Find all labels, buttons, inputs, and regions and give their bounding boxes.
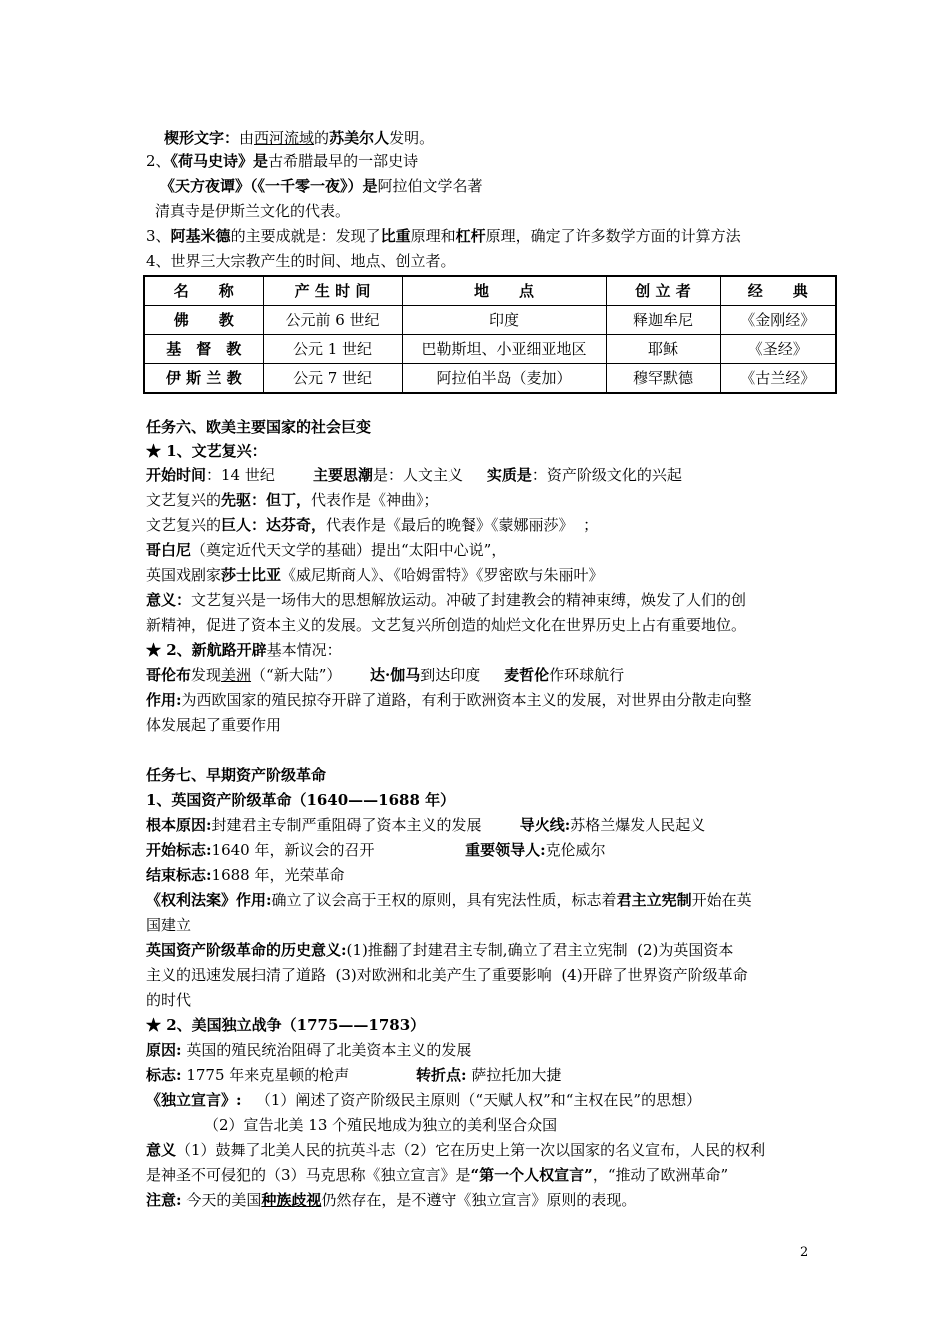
- text-segment: 比重: [380, 227, 411, 245]
- table-cell: 印度: [402, 306, 606, 335]
- table-cell: 《古兰经》: [720, 364, 836, 394]
- text-segment: 标志:: [146, 1066, 182, 1084]
- text-segment: 仍然存在，是不遵守《独立宣言》原则的表现。: [321, 1191, 637, 1209]
- table-cell: 公元前 6 世纪: [263, 306, 402, 335]
- table-cell: 巴勒斯坦、小亚细亚地区: [402, 335, 606, 364]
- text-segment: 主义的迅速发展扫清了道路 (3)对欧洲和北美产生了重要影响 (4)开辟了世界资产阶级革命: [146, 966, 748, 984]
- text-line: [146, 539, 506, 561]
- text-line: [146, 250, 456, 272]
- text-segment: 国建立: [146, 916, 192, 934]
- text-line: [146, 1089, 701, 1111]
- text-segment: 发现: [191, 666, 222, 684]
- text-line: [146, 464, 682, 486]
- text-segment: 苏格兰爆发人民起义: [570, 816, 706, 834]
- text-segment: ：资产阶级文化的兴起: [531, 466, 682, 484]
- text-line: [146, 489, 439, 511]
- text-segment: 君主立宪制: [616, 891, 692, 909]
- text-segment: 今天的美国: [181, 1191, 262, 1209]
- text-segment: 1640 年，新议会的召开: [211, 841, 466, 859]
- text-segment: 1、英国资产阶级革命（1640——1688 年）: [146, 791, 456, 809]
- text-segment: 原理，确定了许多数学方面的计算方法: [485, 227, 741, 245]
- text-segment: 英国的殖民统治阻碍了北美资本主义的发展: [181, 1041, 472, 1059]
- text-segment: 转折点:: [416, 1066, 467, 1084]
- text-segment: （1）阐述了资产阶级民主原则（“天赋人权”和“主权在民”的思想）: [241, 1091, 702, 1109]
- text-line: [146, 639, 342, 661]
- page-number: 2: [800, 1245, 809, 1260]
- text-segment: 麦哲伦: [504, 666, 550, 684]
- text-line: [164, 127, 434, 149]
- text-segment: ，“推动了欧洲革命”: [592, 1166, 729, 1184]
- text-segment: 根本原因:: [146, 816, 212, 834]
- text-segment: 原理和: [410, 227, 456, 245]
- text-segment: 英国资产阶级革命的历史意义:: [146, 941, 347, 959]
- text-segment: 《天方夜谭》（《一千零一夜》）是: [160, 177, 378, 195]
- text-segment: 开始时间: [146, 466, 207, 484]
- text-segment: 1688 年，光荣革命: [211, 866, 345, 884]
- text-segment: ★ 2、美国独立战争（1775——1783）: [146, 1016, 426, 1034]
- text-segment: （“新大陆”）: [251, 666, 370, 684]
- text-line: [146, 989, 191, 1011]
- text-line: [160, 175, 483, 197]
- text-segment: 开始标志:: [146, 841, 212, 859]
- text-segment: 种族歧视: [261, 1191, 322, 1209]
- table-cell: 穆罕默德: [606, 364, 720, 394]
- table-cell: 基 督 教: [144, 335, 263, 364]
- text-line: [146, 839, 606, 861]
- text-line: [146, 889, 752, 911]
- text-segment: 发明。: [389, 129, 435, 147]
- header-scripture: 经 典: [720, 276, 836, 306]
- text-segment: 克伦威尔: [545, 841, 606, 859]
- header-place: 地 点: [402, 276, 606, 306]
- text-segment: 4、世界三大宗教产生的时间、地点、创立者。: [146, 252, 456, 270]
- text-line: [146, 1139, 765, 1161]
- table-cell: 阿拉伯半岛（麦加）: [402, 364, 606, 394]
- text-segment: 确立了议会高于王权的原则，具有宪法性质，标志着: [271, 891, 617, 909]
- text-segment: 实质是: [486, 466, 532, 484]
- text-segment: 英国戏剧家: [146, 566, 222, 584]
- text-segment: 意义：: [146, 591, 192, 609]
- text-segment: （2）宣告北美 13 个殖民地成为独立的美利坚合众国: [204, 1116, 558, 1134]
- table-cell: 伊 斯 兰 教: [144, 364, 263, 394]
- text-segment: 代表作是《最后的晚餐》《蒙娜丽莎》 ；: [326, 516, 599, 534]
- table-cell: 公元 1 世纪: [263, 335, 402, 364]
- text-segment: 任务七、早期资产阶级革命: [146, 766, 327, 784]
- text-segment: 《独立宣言》:: [146, 1091, 242, 1109]
- text-line: [146, 1014, 425, 1036]
- text-line: [146, 614, 746, 636]
- text-segment: 是：人文主义: [373, 466, 487, 484]
- text-segment: 文艺复兴的: [146, 516, 222, 534]
- text-segment: 清真寺是伊斯兰文化的代表。: [155, 202, 351, 220]
- text-segment: 开始在英: [691, 891, 752, 909]
- text-segment: 封建君主专制严重阻碍了资本主义的发展: [211, 816, 520, 834]
- text-line: [146, 714, 281, 736]
- text-segment: ：14 世纪: [206, 466, 314, 484]
- text-line: [146, 789, 455, 811]
- header-founder: 创 立 者: [606, 276, 720, 306]
- text-segment: 1775 年来克星顿的枪声: [181, 1066, 417, 1084]
- text-segment: 的: [314, 129, 330, 147]
- text-segment: ★ 1、文艺复兴：: [146, 442, 267, 460]
- text-segment: 的主要成就是：发现了: [230, 227, 381, 245]
- text-segment: 体发展起了重要作用: [146, 716, 282, 734]
- text-segment: 《荷马史诗》是: [170, 152, 269, 170]
- text-segment: 重要领导人:: [465, 841, 546, 859]
- text-line: [204, 1114, 557, 1136]
- text-segment: 哥白尼: [146, 541, 192, 559]
- text-line: [146, 150, 418, 172]
- table-row: [144, 364, 836, 394]
- text-segment: （奠定近代天文学的基础）提出“太阳中心说”，: [191, 541, 507, 559]
- text-segment: ★ 2、新航路开辟: [146, 641, 267, 659]
- table-header-row: [144, 276, 836, 306]
- text-segment: 阿基米德: [170, 227, 231, 245]
- text-segment: 结束标志:: [146, 866, 212, 884]
- text-segment: 先驱：但丁，: [221, 491, 312, 509]
- text-segment: 苏美尔人: [329, 129, 390, 147]
- table-cell: 佛 教: [144, 306, 263, 335]
- text-segment: 哥伦布: [146, 666, 192, 684]
- text-segment: 原因:: [146, 1041, 182, 1059]
- text-segment: 古希腊最早的一部史诗: [268, 152, 419, 170]
- text-segment: 达·伽马: [370, 666, 421, 684]
- text-line: [146, 589, 746, 611]
- text-segment: 作环球航行: [549, 666, 625, 684]
- table-row: [144, 306, 836, 335]
- text-segment: 楔形文字：: [164, 129, 240, 147]
- text-line: [146, 440, 267, 462]
- table-row: [144, 335, 836, 364]
- table-cell: 《金刚经》: [720, 306, 836, 335]
- text-segment: 《权利法案》作用:: [146, 891, 272, 909]
- text-segment: 美洲: [221, 666, 252, 684]
- text-segment: 意义: [146, 1141, 177, 1159]
- text-segment: 杠杆: [455, 227, 486, 245]
- text-line: [146, 1189, 636, 1211]
- text-segment: 作用:: [146, 691, 182, 709]
- text-line: [146, 1164, 728, 1186]
- text-segment: 巨人：达芬奇，: [221, 516, 327, 534]
- text-segment: 主要思潮: [313, 466, 374, 484]
- text-segment: 新精神，促进了资本主义的发展。文艺复兴所创造的灿烂文化在世界历史上占有重要地位。: [146, 616, 747, 634]
- text-line: [146, 1064, 561, 1086]
- text-segment: 是神圣不可侵犯的（3）马克思称《独立宣言》是: [146, 1166, 471, 1184]
- header-name: 名 称: [144, 276, 263, 306]
- text-segment: 到达印度: [420, 666, 505, 684]
- text-segment: 由: [239, 129, 255, 147]
- text-line: [146, 416, 371, 438]
- text-segment: 任务六、欧美主要国家的社会巨变: [146, 418, 372, 436]
- text-segment: 注意:: [146, 1191, 182, 1209]
- text-segment: 文艺复兴的: [146, 491, 222, 509]
- text-line: [146, 914, 191, 936]
- table-cell: 《圣经》: [720, 335, 836, 364]
- text-segment: 导火线:: [519, 816, 571, 834]
- table-cell: 公元 7 世纪: [263, 364, 402, 394]
- text-segment: 文艺复兴是一场伟大的思想解放运动。冲破了封建教会的精神束缚，焕发了人们的创: [191, 591, 747, 609]
- text-line: [146, 564, 604, 586]
- table-cell: 耶稣: [606, 335, 720, 364]
- text-line: [146, 764, 326, 786]
- text-line: [146, 1039, 471, 1061]
- text-segment: 2、: [146, 152, 171, 170]
- text-line: [146, 939, 733, 961]
- text-segment: 《威尼斯商人》、《哈姆雷特》《罗密欧与朱丽叶》: [281, 566, 604, 584]
- table-cell: 释迦牟尼: [606, 306, 720, 335]
- text-segment: “第一个人权宣言”: [470, 1166, 593, 1184]
- text-line: [146, 814, 705, 836]
- text-segment: 代表作是《神曲》；: [311, 491, 439, 509]
- text-line: [146, 514, 598, 536]
- text-line: [146, 664, 624, 686]
- text-line: [146, 964, 748, 986]
- text-segment: 西河流域: [254, 129, 315, 147]
- text-line: [146, 864, 345, 886]
- text-segment: 3、: [146, 227, 171, 245]
- text-line: [155, 200, 350, 222]
- text-segment: 阿拉伯文学名著: [377, 177, 483, 195]
- text-segment: （1）鼓舞了北美人民的抗英斗志（2）它在历史上第一次以国家的名义宣布，人民的权利: [176, 1141, 766, 1159]
- text-segment: 为西欧国家的殖民掠夺开辟了道路，有利于欧洲资本主义的发展，对世界由分散走向整: [181, 691, 752, 709]
- text-line: [146, 689, 752, 711]
- header-time: 产 生 时 间: [263, 276, 402, 306]
- text-segment: (1)推翻了封建君主专制,确立了君主立宪制 (2)为英国资本: [346, 941, 734, 959]
- text-segment: 莎士比亚: [221, 566, 282, 584]
- text-segment: 的时代: [146, 991, 192, 1009]
- text-line: [146, 225, 741, 247]
- text-segment: 萨拉托加大捷: [466, 1066, 562, 1084]
- text-segment: 基本情况：: [266, 641, 342, 659]
- religion-table: [143, 275, 837, 394]
